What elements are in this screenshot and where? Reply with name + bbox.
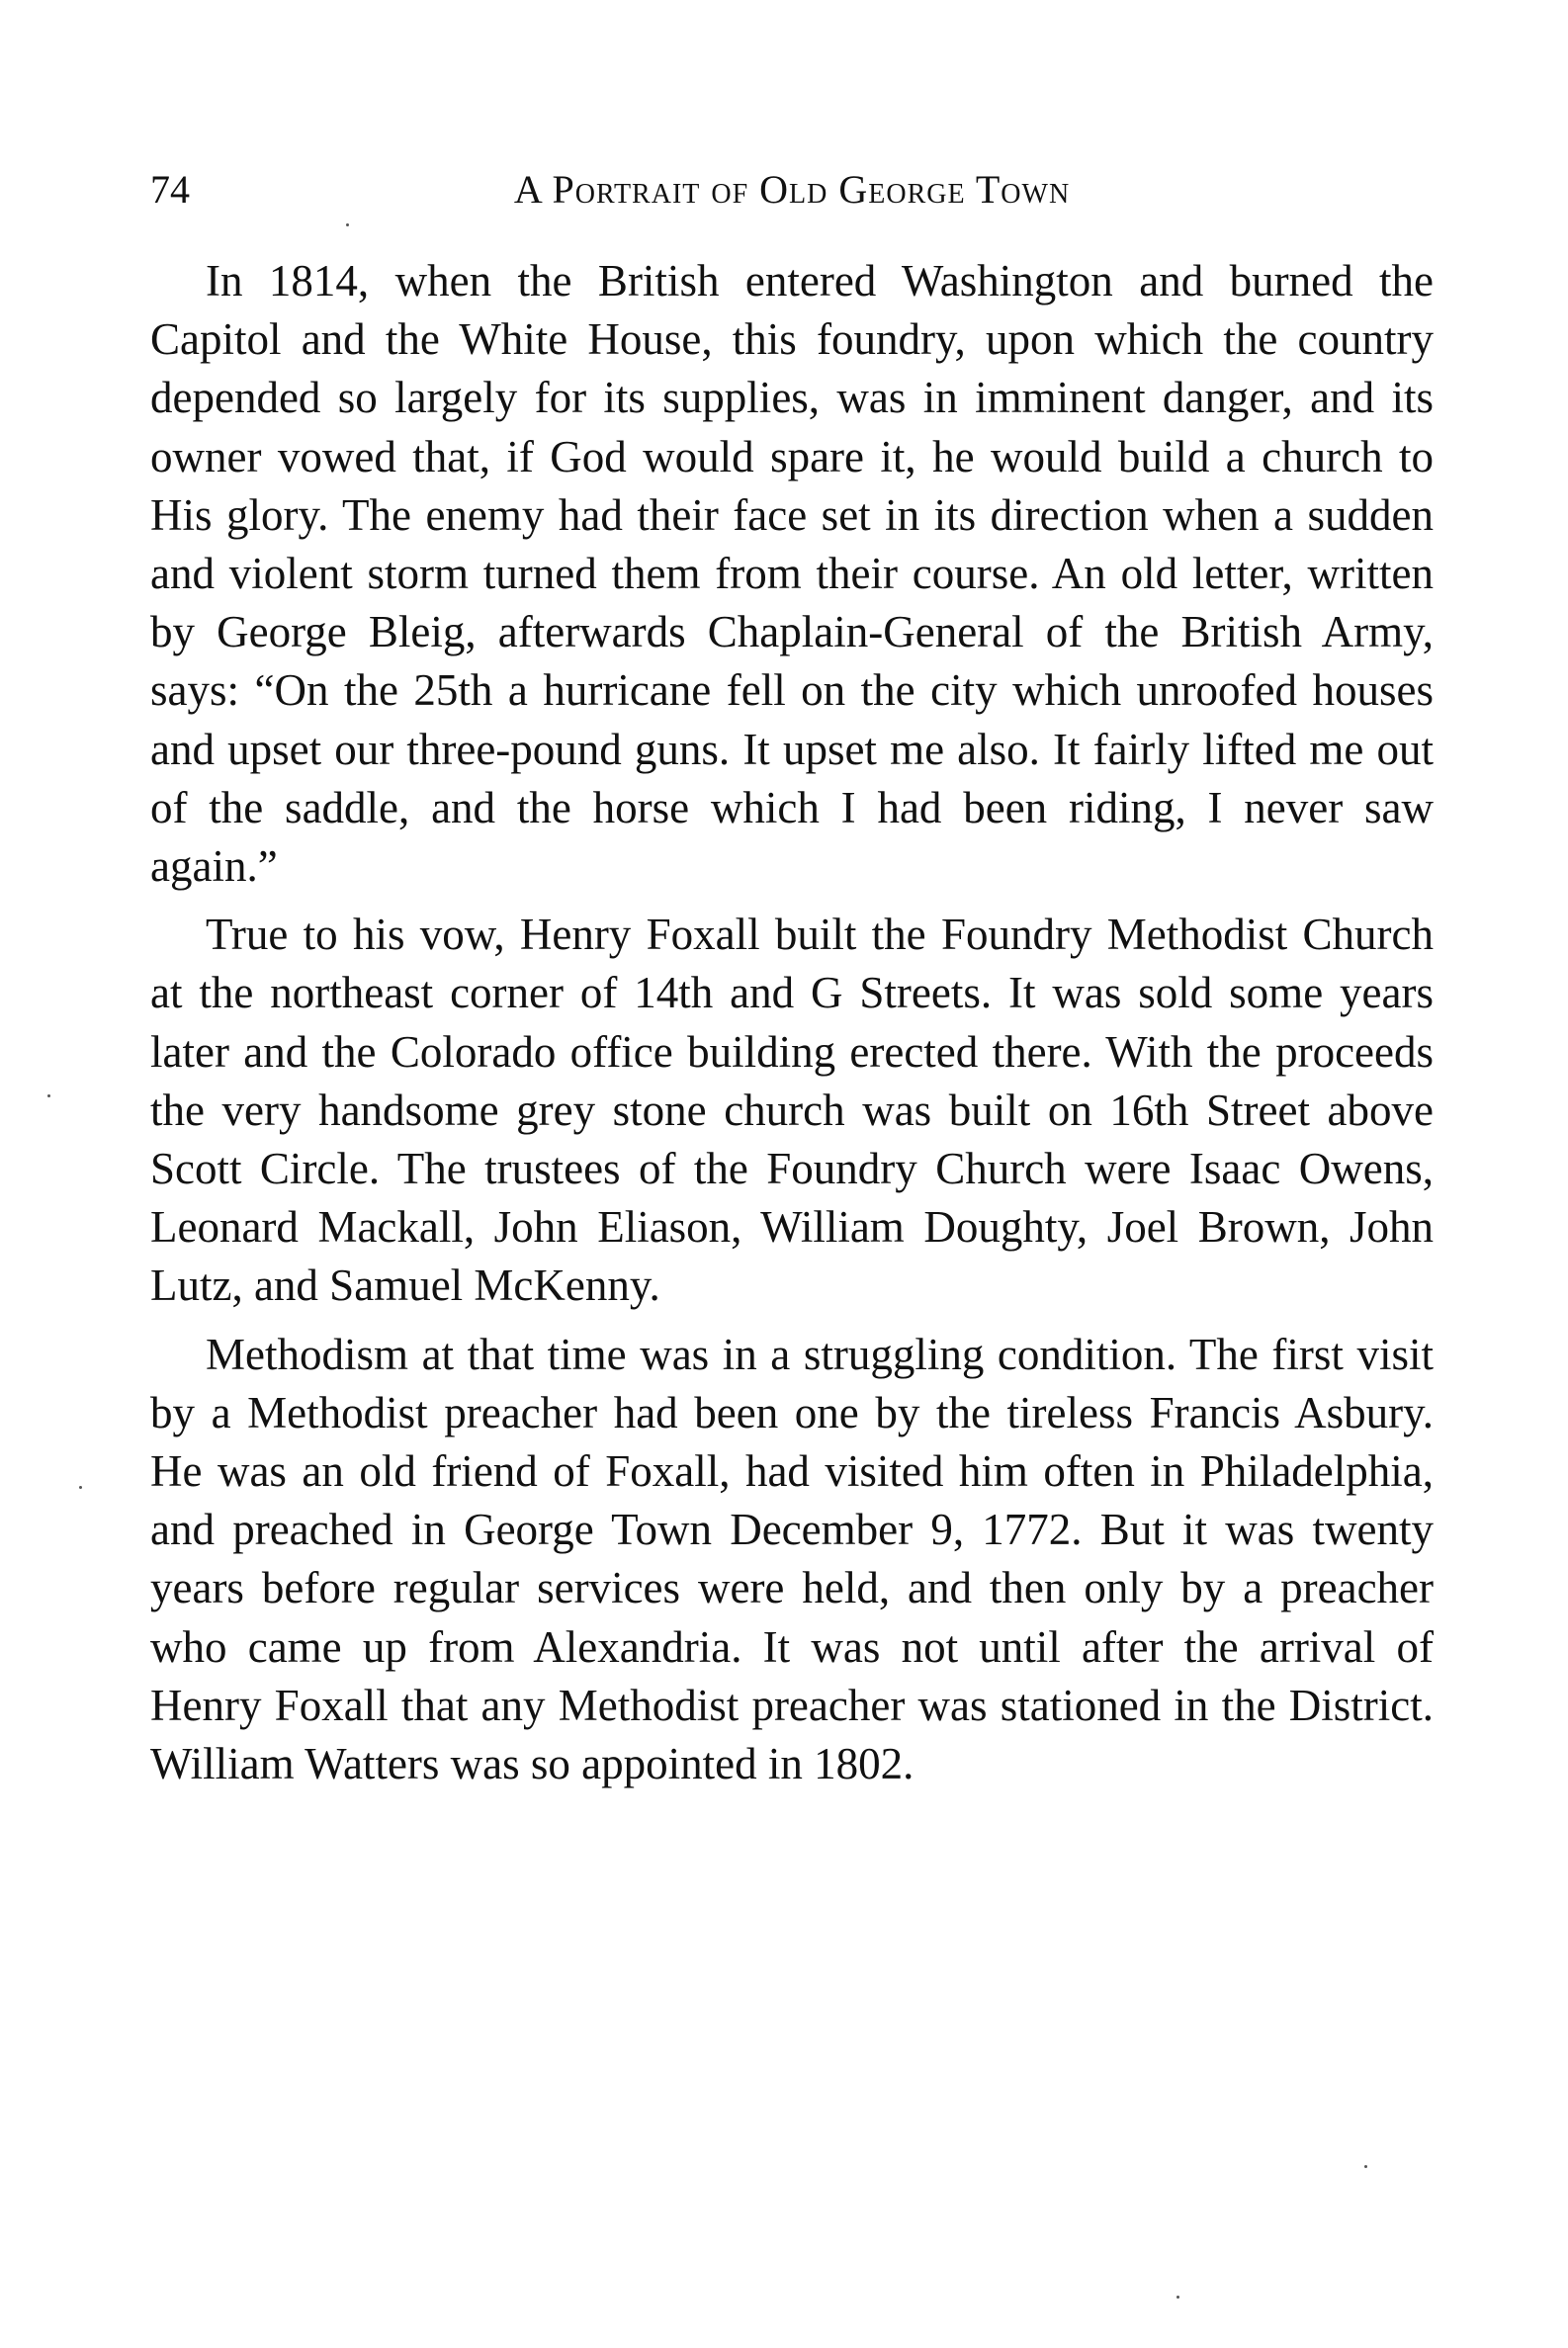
- page-body: [150, 252, 1434, 1803]
- page-header: [150, 166, 1434, 216]
- paragraph-1: In 1814, when the British entered Washington and burned the Capitol and the White House, this foundry, upon which the country depended so largely for its supplies, was in imminent danger, and its owner vowed that, if God would spare it, he would build a church to His glory. The enemy had their face set in its direction when a sudden and violent storm turned them from their course. An old letter, written by George Bleig, afterwards Chaplain-General of the British Army, says: “On the 25th a hurricane fell on the city which unroofed houses and upset our three-pound guns. It upset me also. It fairly lifted me out of the saddle, and the horse which I had been riding, I never saw again.”: [150, 256, 1434, 892]
- scan-speck: [79, 1486, 82, 1489]
- scan-speck: [1364, 2165, 1367, 2168]
- scan-speck: [346, 223, 349, 226]
- scan-speck: [47, 1094, 50, 1097]
- paragraph-3: Methodism at that time was in a struggling condition. The first visit by a Methodist preacher had been one by the tireless Francis Asbury. He was an old friend of Foxall, had visited him often in Philadelphia, and preached in George Town December 9, 1772. But it was twenty years before regular services were held, and then only by a preacher who came up from Alexandria. It was not until after the arrival of Henry Foxall that any Methodist preacher was stationed in the District. William Watters was so appointed in 1802.: [150, 1329, 1434, 1789]
- scan-speck: [1176, 2296, 1179, 2299]
- paragraph-2: True to his vow, Henry Foxall built the Foundry Methodist Church at the northeast corner of 14th and G Streets. It was sold some years later and the Colorado office building erected there. With the proceeds the very handsome grey stone church was built on 16th Street above Scott Circle. The trustees of the Foundry Church were Isaac Owens, Leonard Mackall, John Eliason, William Doughty, Joel Brown, John Lutz, and Samuel McKenny.: [150, 910, 1434, 1311]
- running-title: A Portrait of Old George Town: [513, 167, 1071, 212]
- page-number: 74: [150, 167, 190, 212]
